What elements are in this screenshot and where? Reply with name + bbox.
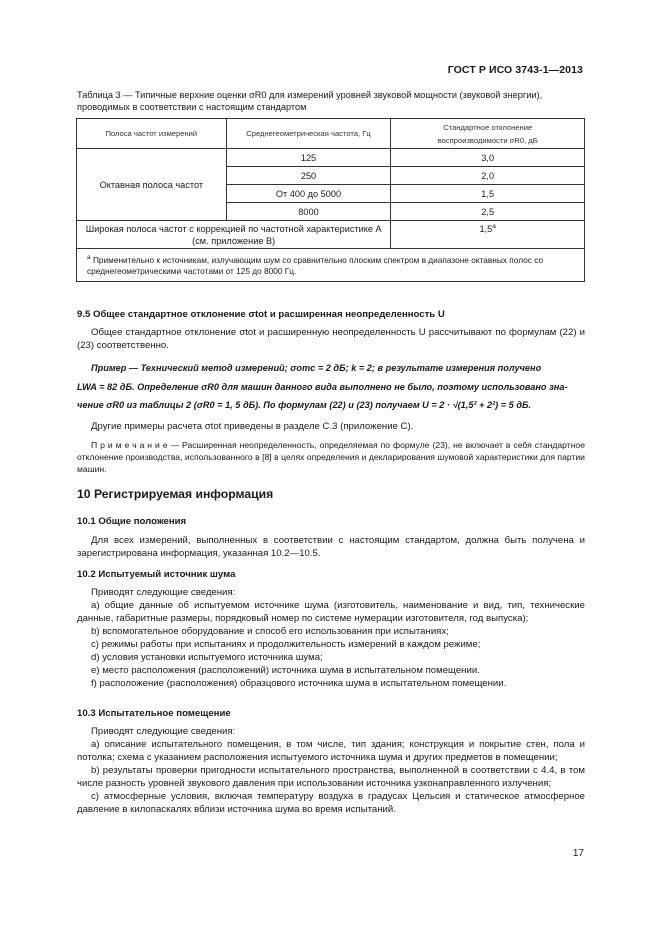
table-footnote <box>77 249 585 282</box>
footnote-text: Применительно к источникам, излучающим шум со сравнительно плоским спектром в диапазоне октавных полос со среднегеометрическими частотами от 125 до 8000 Гц. <box>87 255 544 276</box>
table-row-broadband <box>77 221 585 249</box>
table-footnote-row <box>77 249 585 282</box>
broadband-value: 1,5 <box>479 224 493 234</box>
list-item: b) результаты проверки пригодности испытательного пространства, выполненной в соответствии с 4.4, в том числе разность уровней звукового давления при использовании источника узконаправленного излучения; <box>77 765 585 789</box>
sigma-cell: 1,5 <box>391 185 585 203</box>
col-header-freq: Среднегеометрическая частота, Гц <box>226 119 391 149</box>
col-header-sigma <box>391 119 585 149</box>
octave-band-label: Октавная полоса частот <box>77 149 227 221</box>
col-header-sigma-line1: Стандартное отклонение <box>443 122 533 132</box>
section-10-2-intro: Приводят следующие сведения: <box>91 587 236 598</box>
sigma-cell: 2,0 <box>391 167 585 185</box>
section-9-5-note: П р и м е ч а н и е — Расширенная неопределенность, определяемая по формуле (23), не включает в себя стандартное отклонение производства, использованного в [8] в целях определения и декларирования шумовой характеристики для партии машин. <box>77 440 585 474</box>
section-10-3-intro: Приводят следующие сведения: <box>91 726 236 737</box>
section-10-2-title: 10.2 Испытуемый источник шума <box>77 569 236 580</box>
section-9-5-text: Общее стандартное отклонение σtot и расширенную неопределенность U рассчитывают по формулам (22) и (23) соответственно. <box>77 327 585 351</box>
broadband-value-cell <box>391 221 585 249</box>
list-item: a) описание испытательного помещения, в том числе, тип здания; конструкция и покрытие стен, пола и потолка; схема с указанием расположения испытуемого источника шума и других предметов в помещении; <box>77 739 585 763</box>
section-10-3-list <box>77 738 585 816</box>
freq-cell: 125 <box>226 149 391 167</box>
example-line-3: чение σR0 из таблицы 2 (σR0 = 1, 5 дБ). По формулам (22) и (23) получаем U = 2 · √(1,5² + 2²) = 5 дБ. <box>77 400 532 410</box>
example-line-2: LWA = 82 дБ. Определение σR0 для машин данного вида выполнено не было, поэтому использовано зна- <box>77 382 568 392</box>
sigma-cell: 3,0 <box>391 149 585 167</box>
col-header-sigma-line2: воспроизводимости σR0, дБ <box>437 135 538 145</box>
section-10-1-title: 10.1 Общие положения <box>77 516 187 527</box>
table-header-row <box>77 119 585 149</box>
example-line-1: Пример — Технический метод измерений; σomc = 2 дБ; k = 2; в результате измерения получено <box>91 363 542 373</box>
section-10-1-text: Для всех измерений, выполненных в соответствии с настоящим стандартом, должна быть получена и зарегистрирована информация, указанная 10.2—10.5. <box>77 535 585 559</box>
freq-cell: От 400 до 5000 <box>226 185 391 203</box>
broadband-footnote-mark: a <box>492 223 496 230</box>
sigma-cell: 2,5 <box>391 203 585 221</box>
list-item: a) общие данные об испытуемом источнике шума (изготовитель, наименование и вид, тип, технические данные, габаритные размеры, порядковый номер по системе нумерации изготовителя, год выпуска); <box>77 600 585 624</box>
freq-cell: 250 <box>226 167 391 185</box>
standard-header: ГОСТ Р ИСО 3743-1—2013 <box>447 64 583 76</box>
footnote-mark: a <box>87 254 91 261</box>
list-item: e) место расположения (расположений) источника шума в испытательном помещении. <box>91 665 480 676</box>
section-9-5-other-examples: Другие примеры расчета σtot приведены в разделе С.3 (приложение С). <box>91 421 414 432</box>
freq-cell: 8000 <box>226 203 391 221</box>
list-item: b) вспомогательное оборудование и способ его использования при испытаниях; <box>91 626 449 637</box>
table-caption: Таблица 3 — Типичные верхние оценки σR0 для измерений уровней звуковой мощности (звуковой энергии), проводимых в соответствии с настоящим стандартом <box>77 90 543 112</box>
section-10-title: 10 Регистрируемая информация <box>77 487 274 501</box>
list-item: c) режимы работы при испытаниях и продолжительность измерений в каждом режиме; <box>91 639 481 650</box>
section-9-5-title: 9.5 Общее стандартное отклонение σtot и расширенная неопределенность U <box>77 309 445 320</box>
section-10-2-list <box>77 599 585 690</box>
list-item: c) атмосферные условия, включая температуру воздуха в градусах Цельсия и статическое атмосферное давление в килопаскалях вблизи источника шума во время испытаний. <box>77 791 585 815</box>
col-header-band: Полоса частот измерений <box>77 119 227 149</box>
table-3 <box>76 118 585 282</box>
table-row <box>77 149 585 167</box>
list-item: f) расположение (расположения) образцового источника шума в испытательном помещении. <box>91 678 507 689</box>
page-number: 17 <box>572 848 584 859</box>
section-10-3-title: 10.3 Испытательное помещение <box>77 708 231 719</box>
broadband-label: Широкая полоса частот с коррекцией по частотной характеристике А (см. приложение В) <box>77 221 391 249</box>
list-item: d) условия установки испытуемого источника шума; <box>91 652 323 663</box>
